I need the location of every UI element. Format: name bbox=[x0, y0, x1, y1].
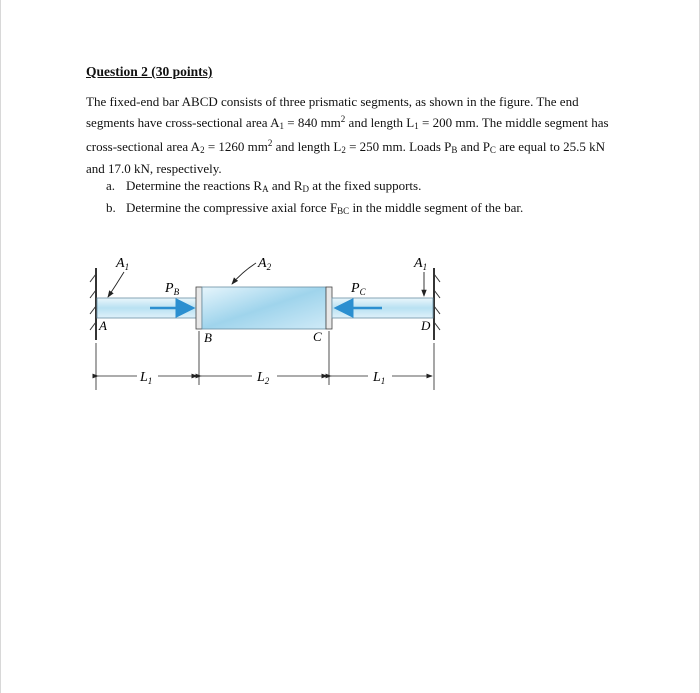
item-text: Determine the reactions R bbox=[126, 178, 263, 193]
item-sub: A bbox=[262, 184, 269, 194]
label-l2: $L_2$ bbox=[257, 370, 270, 386]
statement-text: = 200 mm. The middle segment has cross-sectional area A bbox=[86, 114, 609, 154]
label-a2: $A_2$ bbox=[258, 256, 272, 272]
statement-text: are equal to 25.5 kN and 17.0 kN, respectively. bbox=[86, 139, 605, 176]
flange-b bbox=[196, 287, 202, 329]
statement-text: and length L bbox=[272, 139, 342, 154]
question-heading: Question 2 (30 points) bbox=[86, 64, 213, 79]
label-pc: $P_C$ bbox=[351, 281, 366, 297]
label-point-a: A bbox=[99, 318, 107, 333]
statement-sub: 2 bbox=[200, 145, 205, 155]
statement-text: = 250 mm. Loads P bbox=[345, 139, 452, 154]
statement-sub: C bbox=[489, 145, 496, 155]
left-support bbox=[90, 268, 96, 340]
item-text: at the fixed supports. bbox=[309, 178, 422, 193]
statement-text: and P bbox=[457, 139, 490, 154]
list-marker: a. bbox=[106, 178, 116, 193]
statement-sup: 2 bbox=[340, 113, 346, 124]
item-sub: D bbox=[302, 184, 310, 194]
label-point-c: C bbox=[313, 329, 322, 344]
a2-pointer bbox=[232, 263, 256, 284]
label-point-d: D bbox=[421, 318, 431, 333]
statement-sub: B bbox=[451, 145, 458, 155]
statement-sub: 1 bbox=[279, 120, 284, 131]
flange-c bbox=[326, 287, 332, 329]
label-pb: $P_B$ bbox=[165, 281, 180, 297]
label-point-b: B bbox=[204, 330, 212, 345]
statement-text: and length L bbox=[345, 114, 415, 130]
segment-bc bbox=[202, 287, 326, 329]
statement-text: = 840 mm bbox=[283, 114, 341, 130]
list-marker: b. bbox=[106, 199, 116, 215]
item-sub: BC bbox=[337, 205, 350, 216]
label-l1-left: $L_1$ bbox=[140, 370, 153, 386]
statement-text: The fixed-end bar ABCD consists of three prismatic segments, as shown in the figure. The end segments have cross-sectional area A bbox=[86, 94, 579, 130]
label-a1-right: $A_1$ bbox=[414, 256, 428, 272]
item-text: Determine the compressive axial force F bbox=[126, 199, 338, 215]
statement-sup: 2 bbox=[267, 138, 273, 148]
label-l1-right: $L_1$ bbox=[373, 370, 386, 386]
statement-text: = 1260 mm bbox=[204, 139, 268, 154]
right-support bbox=[434, 268, 440, 340]
label-a1-left: $A_1$ bbox=[116, 256, 130, 272]
item-text: and R bbox=[268, 178, 303, 193]
a1-left-pointer bbox=[108, 272, 124, 297]
item-text: in the middle segment of the bar. bbox=[349, 199, 524, 215]
statement-sub: 1 bbox=[414, 120, 419, 131]
statement-sub: 2 bbox=[341, 145, 346, 155]
